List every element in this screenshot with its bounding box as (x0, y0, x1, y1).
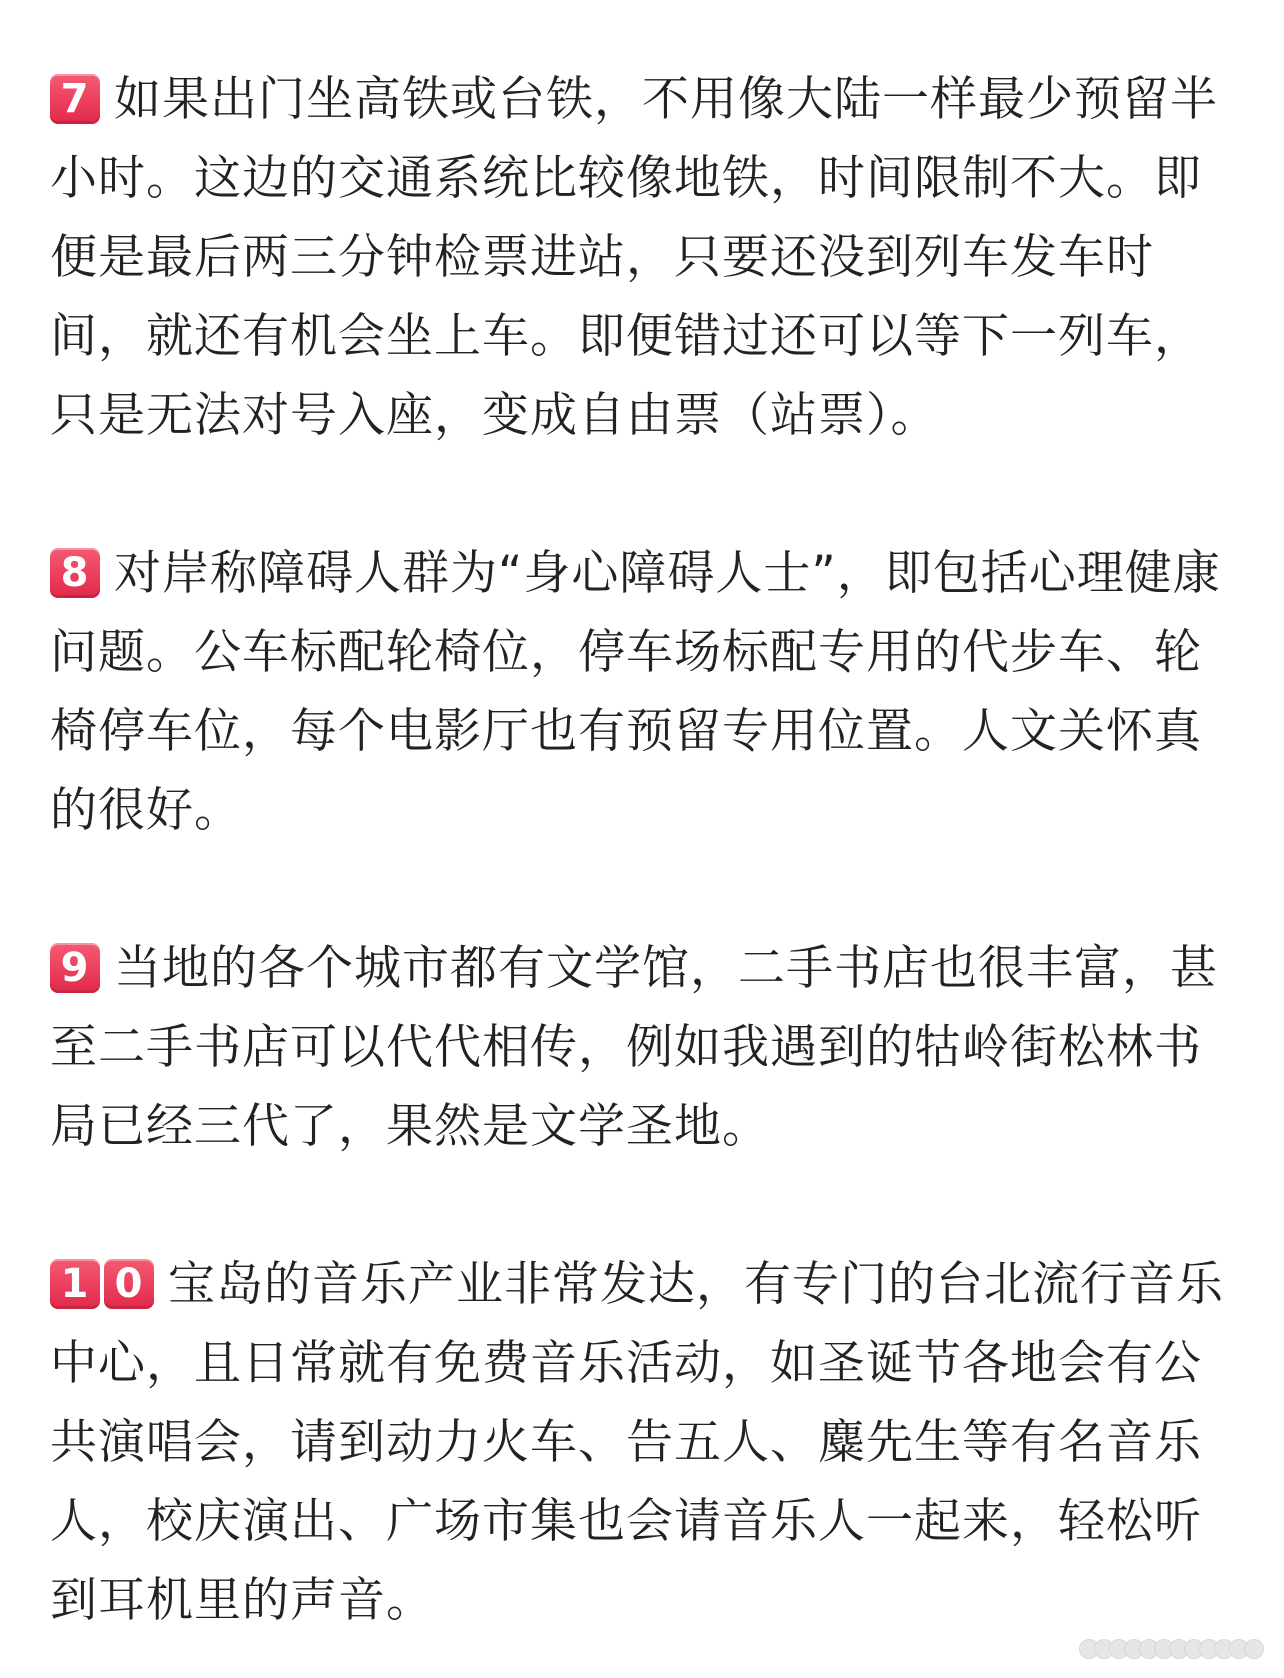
text-line: 间，就还有机会坐上车。即便错过还可以等下一列车， (50, 309, 1202, 364)
text-line: 问题。公车标配轮椅位，停车场标配专用的代步车、轮 (50, 625, 1202, 680)
text-line: 局已经三代了，果然是文学圣地。 (50, 1099, 770, 1154)
text-line (50, 534, 1230, 613)
keycap-9-icon: 9 (50, 943, 100, 993)
paragraph-8 (50, 534, 1230, 850)
text-line: 人，校庆演出、广场市集也会请音乐人一起来，轻松听 (50, 1494, 1202, 1549)
text-line-content: 对岸称障碍人群为“身心障碍人士”，即包括心理健康 (114, 546, 1221, 601)
keycap-0-icon: 0 (104, 1259, 154, 1309)
text-line-content: 宝岛的音乐产业非常发达，有专门的台北流行音乐 (168, 1257, 1224, 1312)
text-line (50, 929, 1230, 1008)
text-line-content: 当地的各个城市都有文学馆，二手书店也很丰富，甚 (114, 941, 1218, 996)
keycap-1-icon: 1 (50, 1259, 100, 1309)
text-line: 只是无法对号入座，变成自由票（站票）。 (50, 388, 939, 443)
keycap-8-icon: 8 (50, 548, 100, 598)
text-line: 便是最后两三分钟检票进站，只要还没到列车发车时 (50, 230, 1154, 285)
text-line: 共演唱会，请到动力火车、告五人、麋先生等有名音乐 (50, 1415, 1202, 1470)
weibo-watermark-icon (1084, 1638, 1264, 1660)
watermark-dot-icon (1244, 1639, 1264, 1659)
text-line: 椅停车位，每个电影厅也有预留专用位置。人文关怀真 (50, 704, 1202, 759)
text-line: 中心，且日常就有免费音乐活动，如圣诞节各地会有公 (50, 1336, 1202, 1391)
paragraph-10 (50, 1245, 1230, 1640)
keycap-7-icon: 7 (50, 74, 100, 124)
text-line-content: 如果出门坐高铁或台铁，不用像大陆一样最少预留半 (114, 72, 1218, 127)
paragraph-7 (50, 60, 1230, 455)
text-line: 到耳机里的声音。 (50, 1573, 434, 1628)
text-line (50, 1245, 1230, 1324)
text-line (50, 60, 1230, 139)
paragraph-9 (50, 929, 1230, 1166)
text-line: 至二手书店可以代代相传，例如我遇到的牯岭街松林书 (50, 1020, 1202, 1075)
text-line: 小时。这边的交通系统比较像地铁，时间限制不大。即 (50, 151, 1202, 206)
text-line: 的很好。 (50, 783, 242, 838)
